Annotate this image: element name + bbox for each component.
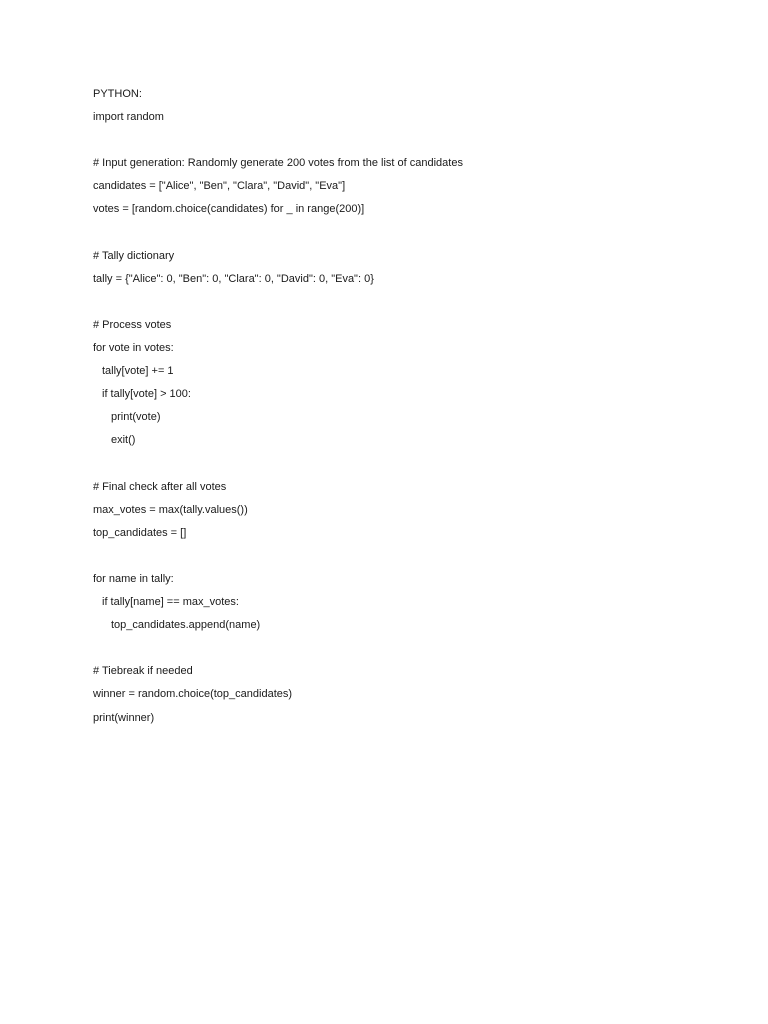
code-line: tally = {"Alice": 0, "Ben": 0, "Clara": 0, "David": 0, "Eva": 0}	[93, 272, 374, 285]
code-line: if tally[vote] > 100:	[102, 388, 191, 401]
blank-line	[93, 547, 693, 570]
code-comment: # Input generation: Randomly generate 200 votes from the list of candidates	[93, 157, 463, 170]
code-line: if tally[name] == max_votes:	[102, 596, 239, 609]
blank-line	[93, 224, 693, 247]
code-line: top_candidates.append(name)	[111, 619, 261, 632]
code-line: tally[vote] += 1	[102, 365, 174, 378]
code-line: exit()	[111, 434, 136, 447]
blank-line	[93, 639, 693, 662]
code-line: print(winner)	[93, 711, 155, 724]
code-line: for vote in votes:	[93, 342, 174, 355]
code-line: print(vote)	[111, 411, 161, 424]
code-line: winner = random.choice(top_candidates)	[93, 688, 293, 701]
code-line: top_candidates = []	[93, 526, 187, 539]
code-line: max_votes = max(tally.values())	[93, 503, 248, 516]
document-body	[93, 85, 693, 732]
blank-line	[93, 455, 693, 478]
code-line: votes = [random.choice(candidates) for _ in range(200)]	[93, 203, 365, 216]
blank-line	[93, 293, 693, 316]
code-comment: # Tiebreak if needed	[93, 665, 193, 678]
code-line: candidates = ["Alice", "Ben", "Clara", "David", "Eva"]	[93, 180, 346, 193]
code-comment: # Final check after all votes	[93, 480, 227, 493]
code-comment: # Process votes	[93, 318, 172, 331]
blank-line	[93, 131, 693, 154]
code-line: for name in tally:	[93, 572, 174, 585]
code-line: import random	[93, 111, 164, 124]
code-comment: # Tally dictionary	[93, 249, 175, 262]
document-heading: PYTHON:	[93, 88, 142, 100]
